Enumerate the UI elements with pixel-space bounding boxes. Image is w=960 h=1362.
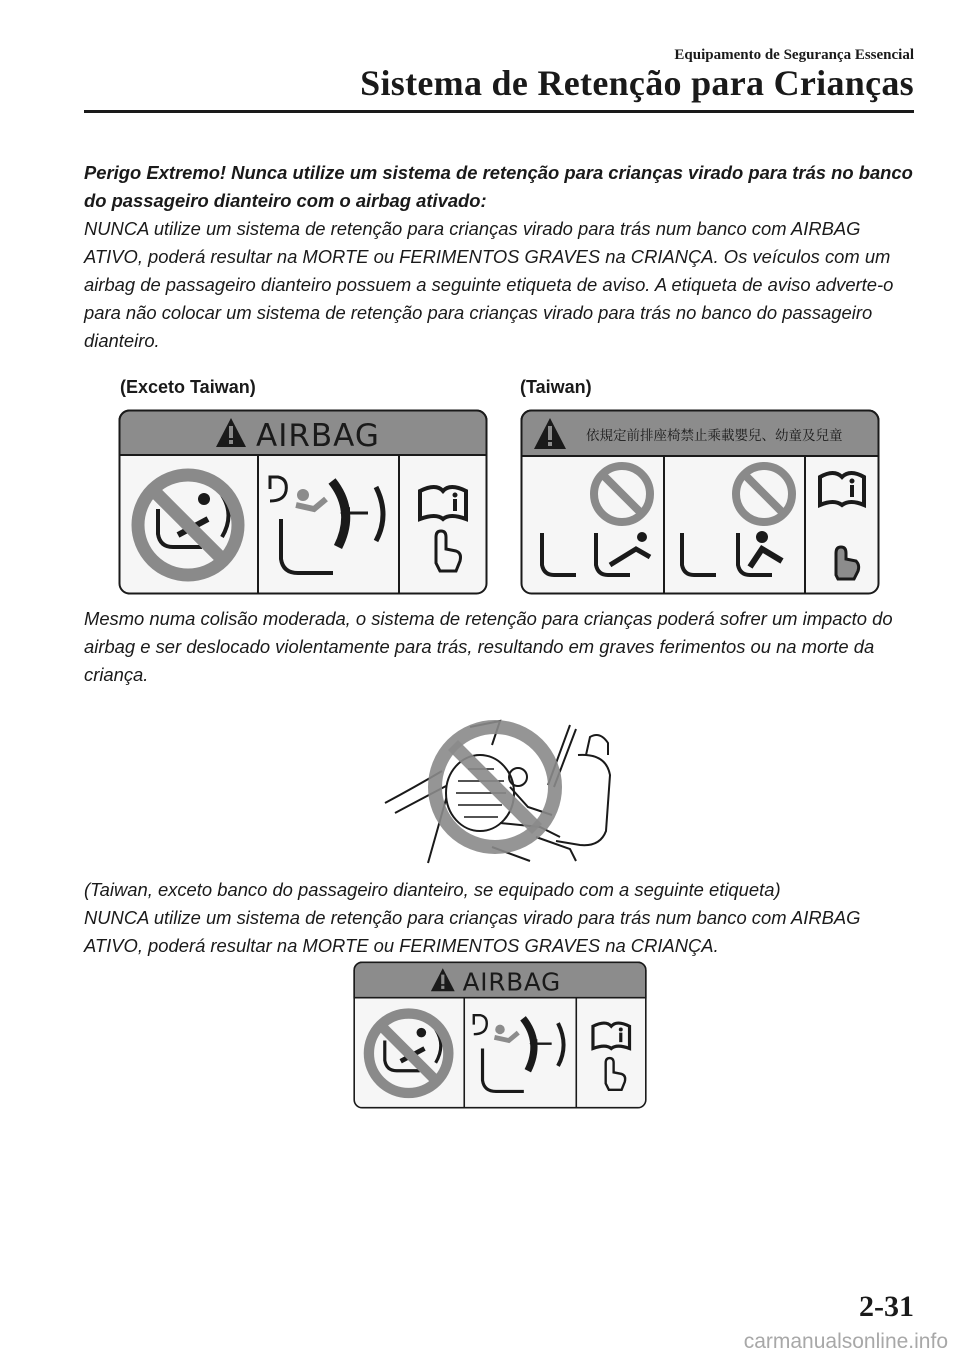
warning-body: NUNCA utilize um sistema de retenção para crianças virado para trás num banco com AIRBAG ATIVO, poderá resultar na MORTE ou FERIMENTOS GRAVES na CRIANÇA. Os veículos com um airbag de passageiro dianteiro possuem a seguinte etiqueta de aviso. A etiqueta de aviso adverte-o para não colocar um sistema de retenção para crianças virado para trás no banco do passageiro dianteiro. xyxy=(84,218,894,351)
airbag-label-text-small: AIRBAG xyxy=(462,967,562,997)
caption-taiwan: (Taiwan) xyxy=(520,377,592,397)
airbag-warning-label xyxy=(118,409,488,595)
taiwan-note-body: NUNCA utilize um sistema de retenção para crianças virado para trás num banco com AIRBAG ATIVO, poderá resultar na MORTE ou FERIMENTOS GRAVES na CRIANÇA. xyxy=(84,907,861,956)
page-title: Sistema de Retenção para Crianças xyxy=(360,63,914,103)
section-name: Equipamento de Segurança Essencial xyxy=(674,47,914,63)
taiwan-note-intro: (Taiwan, exceto banco do passageiro dianteiro, se equipado com a seguinte etiqueta) xyxy=(84,879,781,900)
watermark: carmanualsonline.info xyxy=(743,1330,948,1353)
warning-heading: Perigo Extremo! Nunca utilize um sistema de retenção para crianças virado para trás no banco do passageiro dianteiro com o airbag ativado: xyxy=(84,162,913,211)
taiwan-warning-label xyxy=(520,409,880,595)
airbag-impact-illustration xyxy=(380,715,620,865)
impact-warning-text: Mesmo numa colisão moderada, o sistema de retenção para crianças poderá sofrer um impacto do airbag e ser deslocado violentamente para trás, resultando em graves ferimentos ou na morte da criança. xyxy=(84,608,893,685)
header-rule xyxy=(84,110,914,113)
caption-except-taiwan: (Exceto Taiwan) xyxy=(120,377,256,397)
airbag-warning-label-small xyxy=(353,961,647,1109)
page-number: 2-31 xyxy=(859,1290,914,1323)
taiwan-label-text: 依規定前排座椅禁止乘載嬰兒、幼童及兒童 xyxy=(586,428,843,444)
airbag-label-text: AIRBAG xyxy=(256,418,380,454)
